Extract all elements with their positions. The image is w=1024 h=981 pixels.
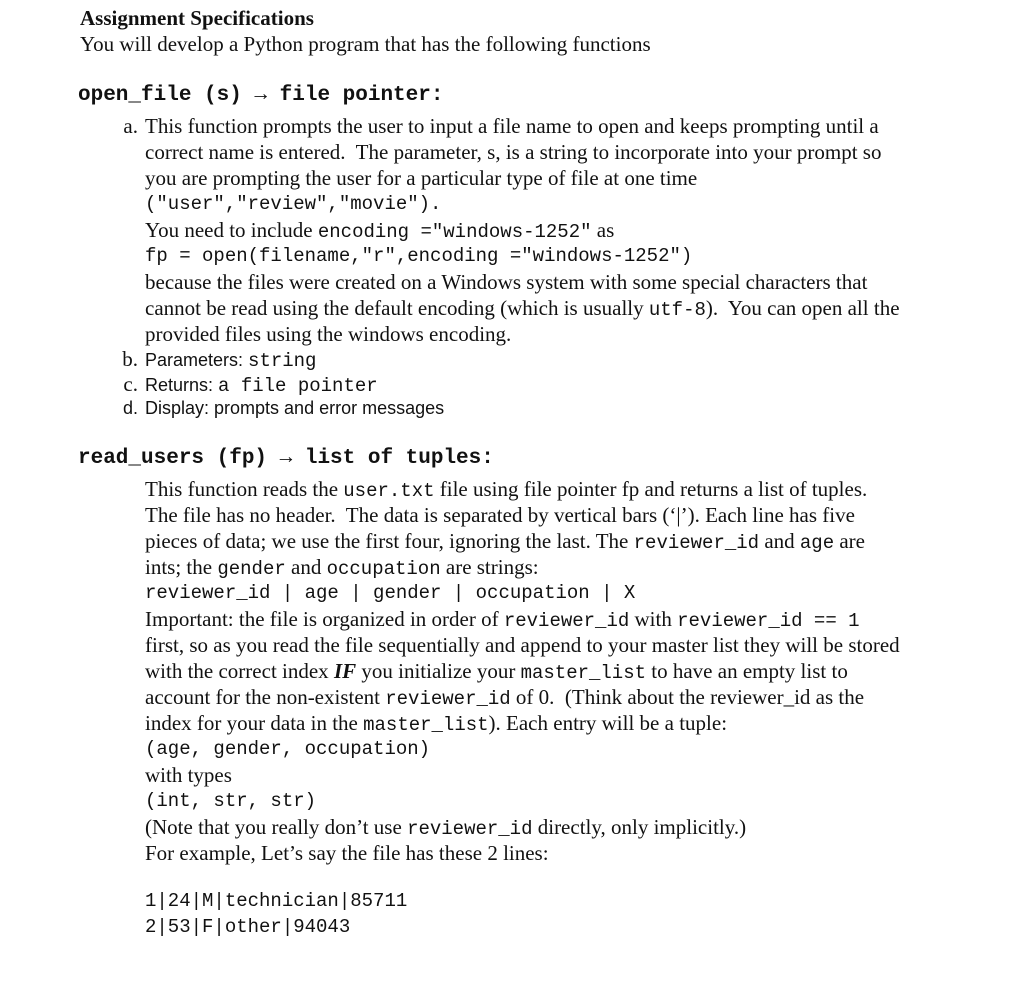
example-intro: For example, Let’s say the file has these 2 lines: [145,841,549,865]
reviewer-id-code: reviewer_id [407,818,533,840]
item-d-label: d. [122,398,138,418]
read-users-line [145,529,865,555]
text: are strings: [440,555,539,579]
item-b-label: b. [122,347,138,371]
read-users-line: The file has no header. The data is separated by vertical bars (‘|’). Each line has five [145,503,855,527]
read-users-signature: read_users (fp) → list of tuples: [78,447,494,470]
text: are [834,529,865,553]
reviewer-id-code: reviewer_id [633,532,760,554]
with-types-text: with types [145,763,232,787]
note-line [145,815,746,841]
open-file-signature: open_file (s) → file pointer: [78,84,444,107]
read-users-line [145,685,864,711]
read-users-line [145,711,727,737]
read-users-line: first, so as you read the file sequentially and append to your master list they will be stored [145,633,900,657]
text: Important: the file is organized in order of [145,607,504,631]
read-users-line [145,555,539,581]
text: account for the non-existent [145,685,386,709]
text: pieces of data; we use the first four, ignoring the last. The [145,529,634,553]
reviewer-id-eq-code: reviewer_id == 1 [677,610,860,632]
text: index for your data in the [145,711,364,735]
encoding-as: as [591,218,615,242]
master-list-code: master_list [363,714,489,736]
example-line-code: 1|24|M|technician|85711 [145,890,408,912]
occupation-code: occupation [326,558,441,580]
item-c-label: c. [123,372,138,396]
reviewer-id-code: reviewer_id [503,610,630,632]
display-line: Display: prompts and error messages [145,398,445,418]
intro-text: You will develop a Python program that has the following functions [80,32,651,56]
utf8-code: utf-8 [648,299,706,321]
text: and [285,555,327,579]
read-users-line [145,607,860,633]
if-emphasis: IF [333,659,357,683]
text: you initialize your [356,659,521,683]
because-line [145,296,900,322]
example-line-code: 2|53|F|other|94043 [145,916,351,938]
text: to have an empty list to [646,659,848,683]
because-line: provided files using the windows encoding. [145,322,512,346]
encoding-note [145,218,614,244]
open-file-desc-line: you are prompting the user for a particular type of file at one time [145,166,698,190]
user-txt-code: user.txt [343,480,435,502]
read-users-line [145,659,848,685]
returns-code: a file pointer [218,375,378,397]
parameters-code: string [248,350,317,372]
age-code: age [799,532,835,554]
open-call-code: fp = open(filename,"r",encoding ="windows-1252") [145,245,693,267]
page-heading: Assignment Specifications [80,6,314,30]
tuple-code: (age, gender, occupation) [145,738,431,760]
parameters-text: Parameters: [145,350,249,370]
encoding-code: encoding ="windows-1252" [317,221,592,243]
item-a-label: a. [123,114,138,138]
reviewer-id-code: reviewer_id [385,688,511,710]
text: of 0. (Think about the reviewer_id as the [510,685,865,709]
read-users-line [145,477,867,503]
text: (Note that you really don’t use [145,815,408,839]
because-text: cannot be read using the default encoding (which is usually [145,296,649,320]
open-file-desc-line: correct name is entered. The parameter, s, is a string to incorporate into your prompt so [145,140,882,164]
returns-text: Returns: [145,375,219,395]
returns-line [145,372,378,398]
encoding-note-text: You need to include [145,218,318,242]
master-list-code: master_list [520,662,647,684]
text: file using file pointer fp and returns a list of tuples. [434,477,868,501]
because-text: ). You can open all the [705,296,900,320]
text: and [759,529,800,553]
open-file-desc-line: This function prompts the user to input a file name to open and keeps prompting until a [145,114,879,138]
file-type-options-code: ("user","review","movie"). [145,193,442,215]
format-line-code: reviewer_id | age | gender | occupation | X [145,582,636,604]
because-line: because the files were created on a Windows system with some special characters that [145,270,868,294]
text: ). Each entry will be a tuple: [488,711,728,735]
text: This function reads the [145,477,344,501]
text: with [629,607,678,631]
types-code: (int, str, str) [145,790,317,812]
gender-code: gender [217,558,286,580]
text: ints; the [145,555,218,579]
parameters-line [145,347,316,373]
text: with the correct index [145,659,334,683]
text: directly, only implicitly.) [532,815,747,839]
